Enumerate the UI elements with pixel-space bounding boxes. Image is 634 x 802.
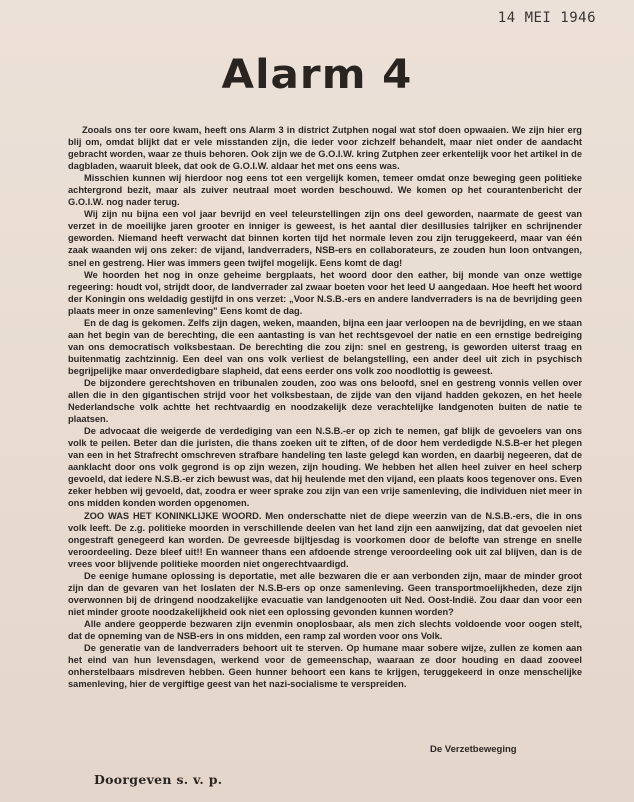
footer-note: Doorgeven s. v. p. — [94, 772, 223, 787]
signature: De Verzetbeweging — [430, 744, 517, 755]
paragraph: De bijzondere gerechtshoven en tribunalen zouden, zoo was ons beloofd, snel en gestreng vonnis vellen over allen die in den gigantischen strijd voor het volksbestaan, de zijde van den vijand hadden gekozen, en het heele Nederlandsche volk achtte het rechtvaardig en noodzakelijk deze verachtelijke landgenoten buiten de natie te plaatsen. — [68, 377, 582, 425]
document-title: Alarm 4 — [221, 52, 413, 98]
paragraph: Misschien kunnen wij hierdoor nog eens tot een vergelijk komen, temeer omdat onze beweging geen politieke achtergrond bezit, maar als zuiver neutraal moet worden beschouwd. We komen op het courantenbericht der G.O.I.W. nog nader terug. — [68, 173, 582, 208]
paragraph: We hoorden het nog in onze geheime bergplaats, het woord door den eather, bij monde van onze wettige regeering: houdt vol, strijdt door, de landverrader zal zwaar boeten voor het leed U aangedaan. Hoe heeft het woord der Koningin ons weldadig gestijfd in ons verzet: „Voor N.S.B.-ers en andere landverraders is na de bevrijding geen plaats meer in onze samenleving" Eens komt de dag. — [68, 269, 582, 316]
paragraph: Wij zijn nu bijna een vol jaar bevrijd en veel teleurstellingen zijn ons deel geworden, naarmate de geest van verzet in de moeilijke jaren grooter en inniger is geweest, is het aantal dier desillusies talrijker en schrijnender geworden. Niemand heeft verwacht dat binnen korten tijd het normale leven zou zijn teruggekeerd, maar van één zaak waanden wij ons zeker: de vijand, landverraders, NSB-ers en collaborateurs, ze zouden hun loon ontvangen, snel en gestreng. Hier was immers geen twijfel mogelijk. Eens komt de dag! — [68, 209, 582, 268]
paragraph: ZOO WAS HET KONINKLIJKE WOORD. Men onderschatte niet de diepe weerzin van de N.S.B.-ers, die in ons volk leeft. De z.g. politieke moorden in verschillende deelen van het land zijn een aanwijzing, dat dat gevoelen niet ongestraft genegeerd kan worden. De gevreesde bijltjesdag is voorkomen door de belofte van strenge en snelle veroordeeling. Deze bleef uit!! En wanneer thans een afdoende strenge veroordeeling ook uit zal blijven, dan is de vrees voor blijvende politieke moorden niet ongerechtvaardigd. — [68, 510, 582, 569]
paragraph: De eenige humane oplossing is deportatie, met alle bezwaren die er aan verbonden zijn, maar de minder groot zijn dan de gevaren van het loslaten der N.S.B-ers op onze samenleving. Geen transportmoelijkheden, deze zijn overwonnen bij de dringend noodzakelijke evacuatie van landgenooten uit Ned. Oost-Indië. Zou daar dan voor een niet minder groote noodzakelijkheid ook niet een oplossing gevonden kunnen worden? — [68, 570, 582, 617]
paragraph: Zooals ons ter oore kwam, heeft ons Alarm 3 in district Zutphen nogal wat stof doen opwaaien. We zijn hier erg blij om, omdat blijkt dat er vele misstanden zijn, die ieder voor zichzelf behandelt, maar niet onder de aandacht gebracht worden, waar ze thuis behoren. Ook zijn we de G.O.I.W. kring Zutphen zeer erkentelijk voor het artikel in de dagbladen, waaruit bleek, dat ook de G.O.I.W. aldaar het met ons eens was. — [68, 125, 582, 172]
date-stamp: 14 MEI 1946 — [497, 10, 596, 26]
paragraph: Alle andere geopperde bezwaren zijn evenmin onoplosbaar, als men zich slechts voldoende voor oogen stelt, dat de opneming van de NSB-ers in ons midden, een ramp zal worden voor ons Volk. — [68, 618, 582, 641]
paragraph: De generatie van de landverraders behoort uit te sterven. Op humane maar sobere wijze, zullen ze komen aan het eind van hun levensdagen, werkend voor de gemeenschap, waaraan ze door houding en daad zooveel onherstelbaars misdreven hebben. Geen hunner behoort een kans te krijgen, teruggekeerd in onze menschelijke samenleving, hier de vergiftige geest van het nazi-socialisme te verspreiden. — [68, 643, 582, 690]
paragraph: De advocaat die weigerde de verdediging van een N.S.B.-er op zich te nemen, gaf blijk de gevoelers van ons volk te peilen. Beter dan die juristen, die thans zoeken uit te ziften, of de door hem verdedigde N.S.B-er het plegen van een in het Strafrecht omschreven strafbare handeling ten laste gelegd kan worden, en daarbij negeeren, dat de aanklacht door ons volk gegrond is op zijn wezen, zijn houding. We hebben het allen heel zuiver en heel scherp gevoeld, dat iedere N.S.B.-er zich bewust was, dat hij heulende met den vijand, een plaats koos tegenover ons. Even zeker hebben wij gevoeld, dat, zoodra er weer sprake zou zijn van een vrije samenleving, die individuen niet meer in ons midden konden worden opgenomen. — [68, 426, 582, 509]
paragraph: En de dag is gekomen. Zelfs zijn dagen, weken, maanden, bijna een jaar verloopen na de bevrijding, en we staan aan het begin van de berechting, die een aantasting is van het rechtsgevoel der natie en een ernstige bedreiging van ons democratisch volksbestaan. De berechting die zou zijn: snel en gestreng, is geworden uiterst traag en buitenmatig zachtzinnig. Een deel van ons volk verliest de belangstelling, een ander deel uit zich in psychisch begrijpelijke maar onverdedigbare slapheid, dat eens eerder ons volk zoo noodlottig is geweest. — [68, 317, 582, 376]
document-body — [68, 124, 582, 690]
